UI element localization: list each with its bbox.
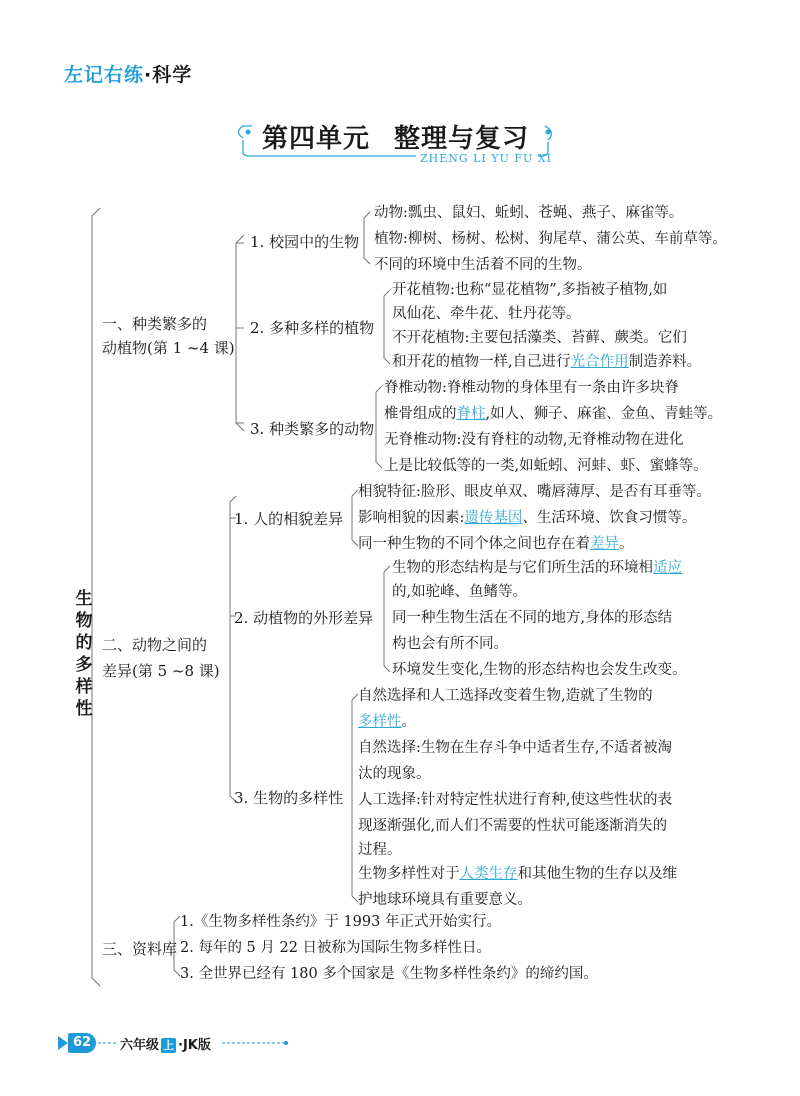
answer-diversity: 多样性 <box>358 714 402 730</box>
sub-2-3-item: 人工选择:针对特定性状进行育种,使这些性状的表 <box>358 792 672 808</box>
sub-2-3-item: 汰的现象。 <box>358 766 431 782</box>
brand-subject: 科学 <box>152 64 193 86</box>
sub-1-3-item: 椎骨组成的脊柱,如人、狮子、麻雀、金鱼、青蛙等。 <box>384 406 723 422</box>
sub-1-3-item: 无脊椎动物:没有脊柱的动物,无脊椎动物在进化 <box>384 432 684 448</box>
section-2-label-line1: 二、动物之间的 <box>102 636 208 654</box>
unit-title-text: 整理与复习 <box>394 124 530 154</box>
section-2-label-line2: 差异(第 5 ~8 课) <box>102 662 220 680</box>
sub-1-2-label: 2. 多种多样的植物 <box>250 319 375 337</box>
sub-1-3-item: 上是比较低等的一类,如蚯蚓、河蚌、虾、蜜蜂等。 <box>384 458 708 474</box>
section-3-label: 三、资料库 <box>102 940 178 958</box>
sub-2-3-item: 生物多样性对于人类生存和其他生物的生存以及维 <box>358 866 677 882</box>
answer-photosynthesis: 光合作用 <box>570 354 629 370</box>
answer-genes: 遗传基因 <box>464 510 523 526</box>
root-label: 生物的多样性 <box>75 589 93 719</box>
unit-pinyin: ZHENG LI YU FU XI <box>420 152 552 165</box>
sub-2-1-label: 1. 人的相貌差异 <box>234 510 344 528</box>
footer-arrow-icon <box>58 1036 68 1050</box>
sub-2-3-item: 自然选择:生物在生存斗争中适者生存,不适者被淘 <box>358 740 672 756</box>
sub-1-2-item: 不开花植物:主要包括藻类、苔藓、蕨类。它们 <box>392 330 687 346</box>
sub-2-1-item: 相貌特征:脸形、眼皮单双、嘴唇薄厚、是否有耳垂等。 <box>358 484 711 500</box>
answer-adapt: 适应 <box>653 560 682 576</box>
sub-1-1-item: 不同的环境中生活着不同的生物。 <box>374 257 592 273</box>
sub-1-2-item: 开花植物:也称“显花植物”,多指被子植物,如 <box>392 282 668 298</box>
resource-item: 1.《生物多样性条约》于 1993 年正式开始实行。 <box>180 914 501 930</box>
sub-2-1-item: 影响相貌的因素:遗传基因、生活环境、饮食习惯等。 <box>358 510 697 526</box>
footer-grade: 六年级 上 ·JK版 <box>120 1038 211 1053</box>
sub-2-3-item: 现逐渐强化,而人们不需要的性状可能逐渐消失的 <box>358 818 668 834</box>
answer-difference: 差异 <box>590 536 619 552</box>
sub-2-2-item: 生物的形态结构是与它们所生活的环境相适应 <box>392 560 682 576</box>
sub-1-1-item: 动物:瓢虫、鼠妇、蚯蚓、苍蝇、燕子、麻雀等。 <box>374 205 684 221</box>
answer-spine: 脊柱 <box>456 406 486 422</box>
brand-main: 左记右练 <box>64 64 145 86</box>
sub-2-2-item: 环境发生变化,生物的形态结构也会发生改变。 <box>392 662 687 678</box>
sub-2-3-label: 3. 生物的多样性 <box>234 789 344 807</box>
sub-2-2-item: 的,如驼峰、鱼鳍等。 <box>392 584 528 600</box>
resource-item: 2. 每年的 5 月 22 日被称为国际生物多样性日。 <box>180 940 492 956</box>
sub-1-3-label: 3. 种类繁多的动物 <box>250 420 375 438</box>
volume-badge: 上 <box>163 1039 175 1052</box>
sub-1-1-item: 植物:柳树、杨树、松树、狗尾草、蒲公英、车前草等。 <box>374 231 727 247</box>
unit-title-number: 第四单元 <box>262 124 371 154</box>
sub-2-2-label: 2. 动植物的外形差异 <box>234 609 374 627</box>
sub-1-2-item: 和开花的植物一样,自己进行光合作用制造养料。 <box>392 354 702 370</box>
sub-2-2-item: 同一种生物生活在不同的地方,身体的形态结 <box>392 610 673 626</box>
sub-2-3-item: 护地球环境具有重要意义。 <box>358 892 532 908</box>
page-number: 62 <box>68 1033 96 1053</box>
sub-2-3-item: 自然选择和人工选择改变着生物,造就了生物的 <box>358 688 653 704</box>
sub-2-3-item: 过程。 <box>358 842 402 858</box>
sub-2-1-item: 同一种生物的不同个体之间也存在着差异。 <box>358 536 634 552</box>
section-1-label-line1: 一、种类繁多的 <box>102 315 208 333</box>
sub-2-2-item: 构也会有所不同。 <box>392 636 508 652</box>
sub-1-3-item: 脊椎动物:脊椎动物的身体里有一条由许多块脊 <box>384 380 679 396</box>
section-1-label-line2: 动植物(第 1 ~4 课) <box>102 339 235 357</box>
sub-1-1-label: 1. 校园中的生物 <box>250 233 360 251</box>
sub-2-3-item: 多样性。 <box>358 714 416 730</box>
sub-1-2-item: 凤仙花、牵牛花、牡丹花等。 <box>392 306 581 322</box>
resource-item: 3. 全世界已经有 180 多个国家是《生物多样性条约》的缔约国。 <box>180 966 598 982</box>
answer-human-survival: 人类生存 <box>459 866 518 882</box>
brand-dot: · <box>144 64 153 86</box>
